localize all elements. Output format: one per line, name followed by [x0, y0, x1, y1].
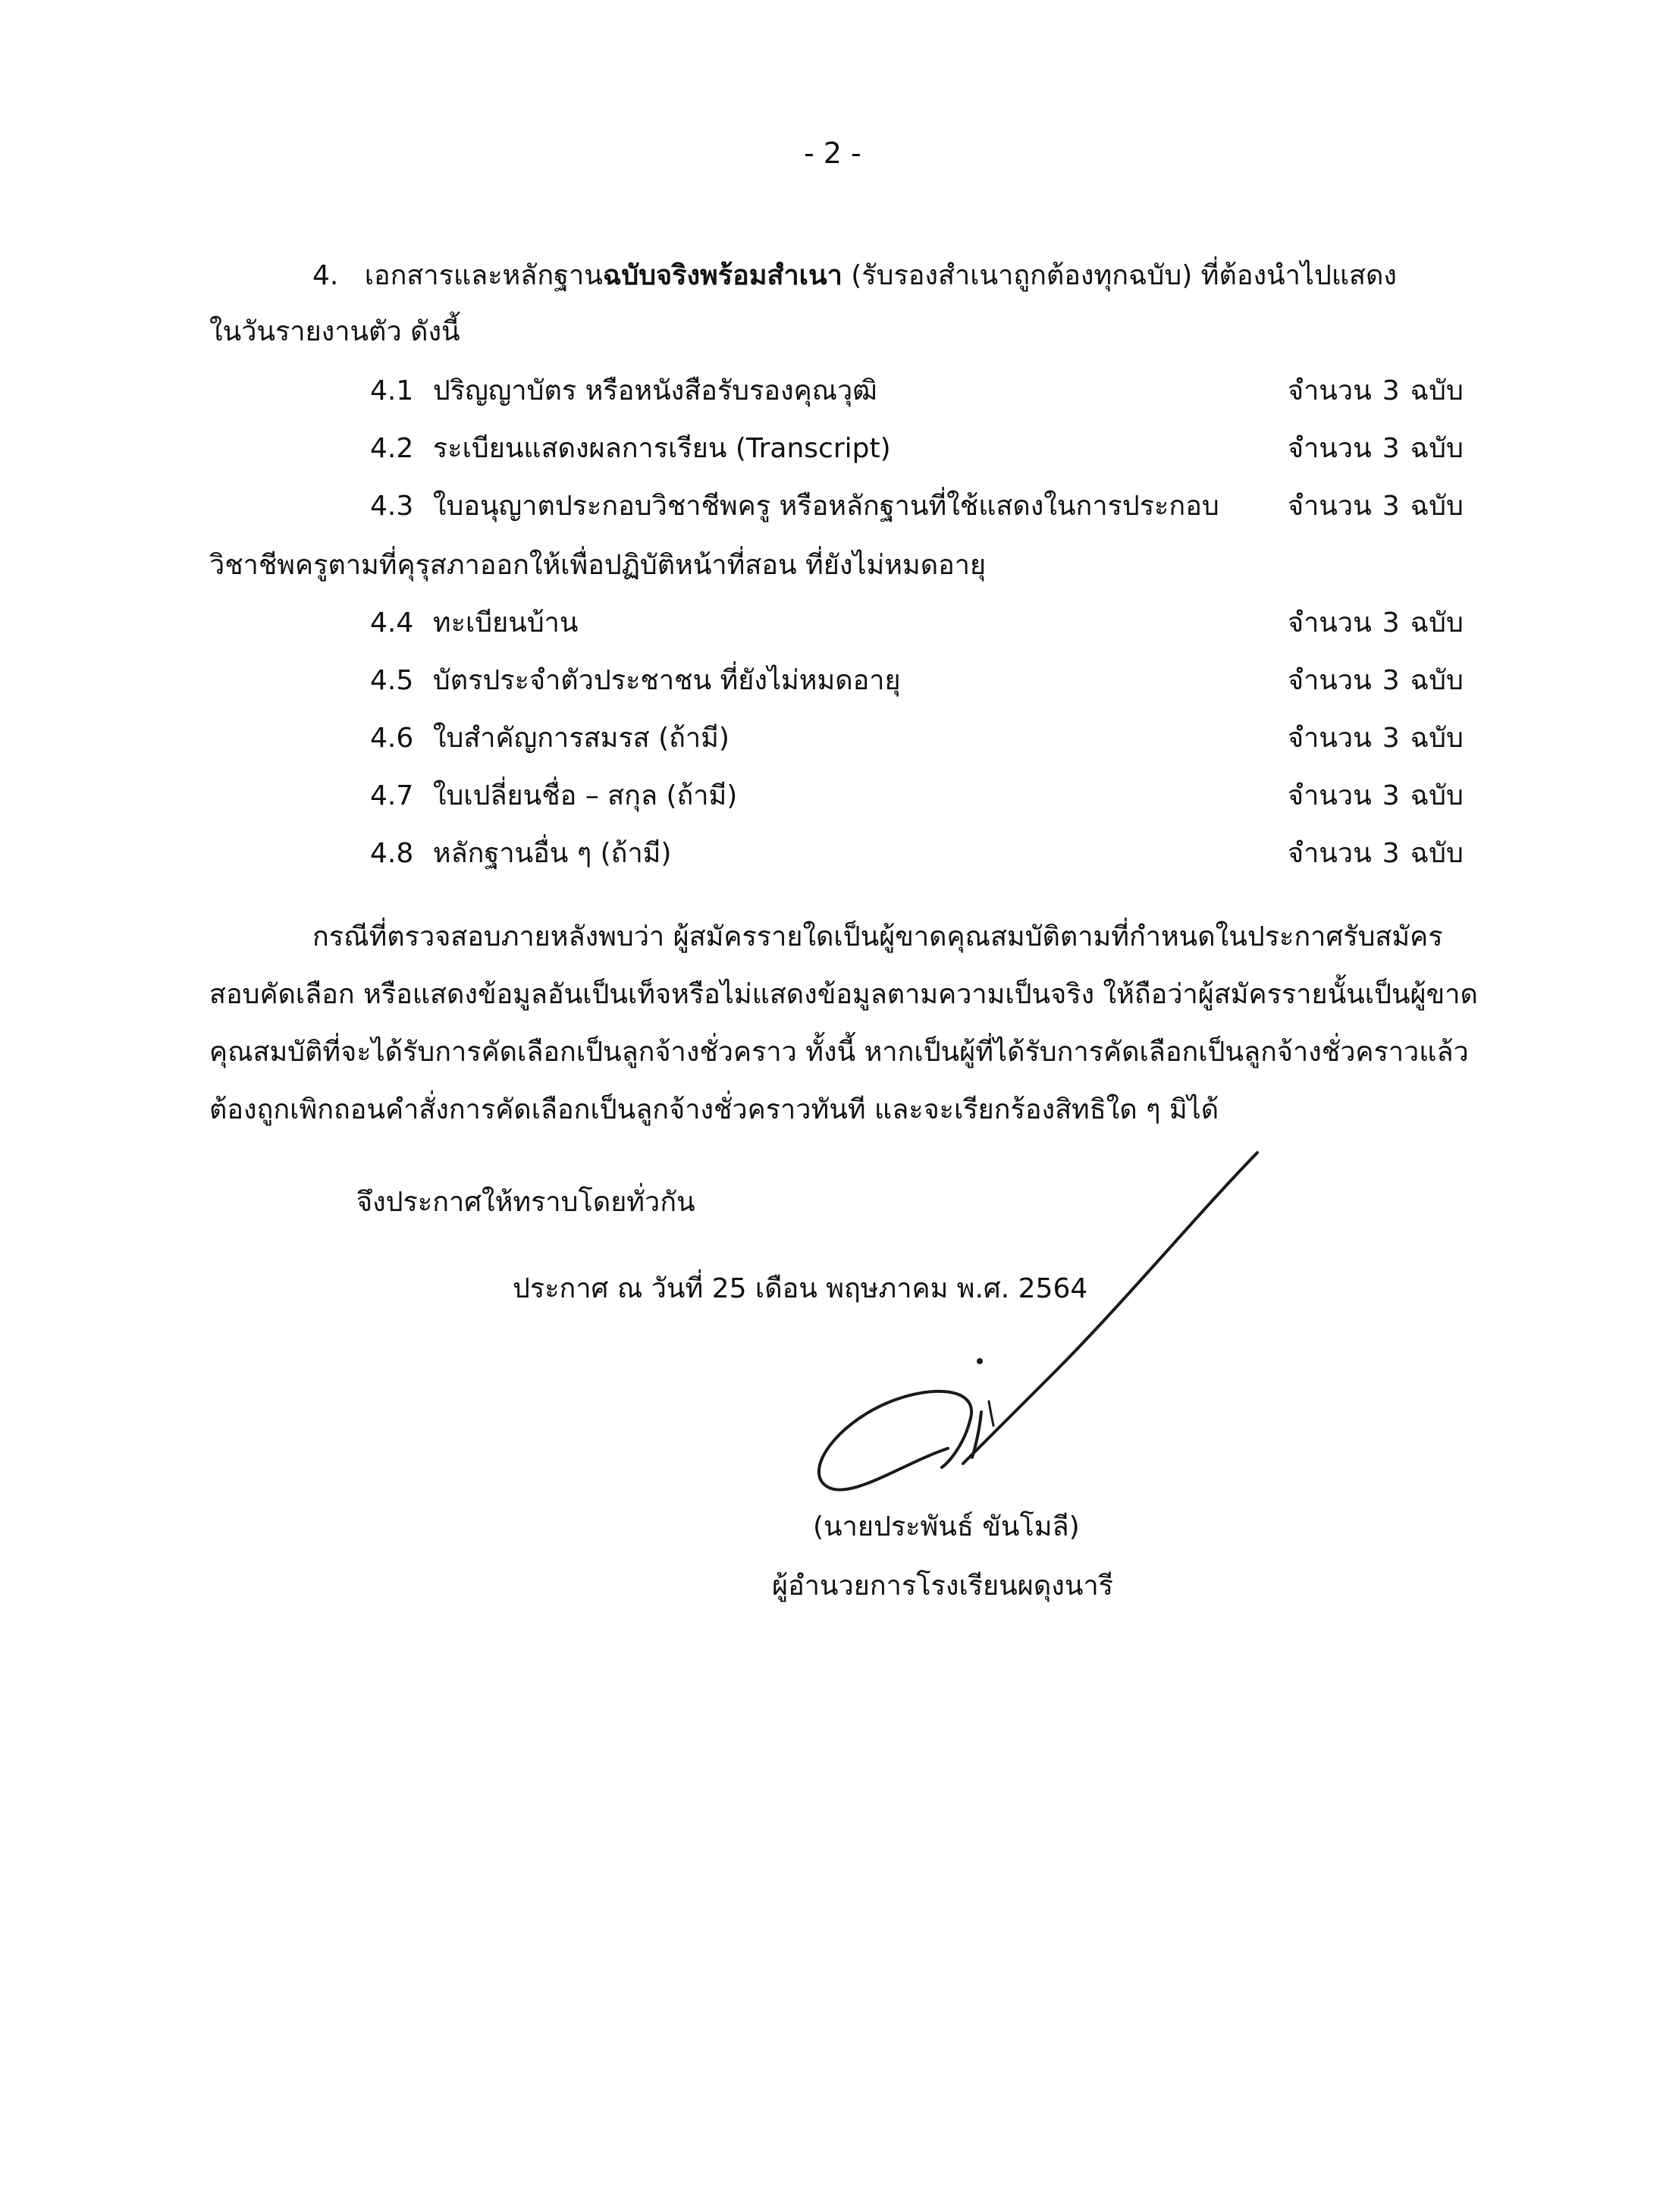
item-quantity: จำนวน 3 ฉบับ	[1288, 838, 1464, 869]
item-text: บัตรประจำตัวประชาชน ที่ยังไม่หมดอายุ	[432, 665, 901, 696]
page-number: - 2 -	[804, 136, 861, 170]
item-number: 4.5	[370, 665, 414, 696]
list-item-4-8	[370, 836, 671, 872]
item-text: หลักฐานอื่น ๆ (ถ้ามี)	[432, 838, 672, 869]
intro-text-a: เอกสารและหลักฐาน	[364, 260, 603, 291]
list-item-4-4	[370, 605, 579, 642]
signature-mark	[804, 1145, 1274, 1524]
list-item-4-2	[370, 431, 891, 467]
section-number: 4.	[312, 260, 339, 291]
disqualification-line-4: ต้องถูกเพิกถอนคำสั่งการคัดเลือกเป็นลูกจ้างชั่วคราวทันที และจะเรียกร้องสิทธิใด ๆ มิได้	[209, 1094, 1219, 1125]
intro-text-bold: ฉบับจริงพร้อมสำเนา	[602, 260, 842, 291]
item-quantity: จำนวน 3 ฉบับ	[1288, 607, 1464, 638]
signer-name: (นายประพันธ์ ขันโมลี)	[813, 1511, 1080, 1542]
item-text: ระเบียนแสดงผลการเรียน (Transcript)	[432, 433, 891, 464]
item-text: ใบสำคัญการสมรส (ถ้ามี)	[432, 723, 730, 754]
item-number: 4.8	[370, 838, 414, 869]
signer-position: ผู้อำนวยการโรงเรียนผดุงนารี	[772, 1570, 1113, 1602]
list-item-4-5	[370, 663, 901, 699]
item-text: ทะเบียนบ้าน	[432, 607, 579, 638]
item-quantity: จำนวน 3 ฉบับ	[1288, 780, 1464, 811]
item-number: 4.2	[370, 433, 414, 464]
item-quantity: จำนวน 3 ฉบับ	[1288, 665, 1464, 696]
disqualification-line-2: สอบคัดเลือก หรือแสดงข้อมูลอันเป็นเท็จหรือไม่แสดงข้อมูลตามความเป็นจริง ให้ถือว่าผู้สมัครรายนั้นเป็นผู้ขาด	[209, 979, 1478, 1010]
intro-text-b: (รับรองสำเนาถูกต้องทุกฉบับ) ที่ต้องนำไปแสดง	[842, 260, 1397, 291]
item-number: 4.1	[370, 375, 414, 406]
announcement-text: จึงประกาศให้ทราบโดยทั่วกัน	[356, 1187, 695, 1218]
item-number: 4.6	[370, 723, 414, 754]
item-quantity: จำนวน 3 ฉบับ	[1288, 375, 1464, 406]
item-text: ใบอนุญาตประกอบวิชาชีพครู หรือหลักฐานที่ใช้แสดงในการประกอบ	[432, 491, 1219, 522]
item-number: 4.7	[370, 780, 414, 811]
section-4-intro-cont: ในวันรายงานตัว ดังนี้	[209, 316, 460, 347]
section-4-intro	[312, 258, 1397, 294]
item-quantity: จำนวน 3 ฉบับ	[1288, 433, 1464, 464]
item-quantity: จำนวน 3 ฉบับ	[1288, 491, 1464, 522]
disqualification-line-3: คุณสมบัติที่จะได้รับการคัดเลือกเป็นลูกจ้างชั่วคราว ทั้งนี้ หากเป็นผู้ที่ได้รับการคัดเลือกเป็นลูกจ้างชั่วคราวแล้ว	[209, 1037, 1469, 1068]
disqualification-line-1: กรณีที่ตรวจสอบภายหลังพบว่า ผู้สมัครรายใดเป็นผู้ขาดคุณสมบัติตามที่กำหนดในประกาศรับสมัคร	[312, 921, 1443, 952]
list-item-4-6	[370, 720, 730, 757]
list-item-4-3	[370, 488, 1219, 525]
item-number: 4.3	[370, 491, 414, 522]
item-number: 4.4	[370, 607, 414, 638]
item-quantity: จำนวน 3 ฉบับ	[1288, 723, 1464, 754]
list-item-4-1	[370, 373, 877, 409]
item-text: ใบเปลี่ยนชื่อ – สกุล (ถ้ามี)	[432, 780, 738, 811]
list-item-4-7	[370, 778, 737, 814]
item-text: ปริญญาบัตร หรือหนังสือรับรองคุณวุฒิ	[432, 375, 877, 406]
list-item-4-3-cont: วิชาชีพครูตามที่คุรุสภาออกให้เพื่อปฏิบัติหน้าที่สอน ที่ยังไม่หมดอายุ	[209, 550, 987, 581]
announcement-date: ประกาศ ณ วันที่ 25 เดือน พฤษภาคม พ.ศ. 2564	[513, 1273, 1088, 1304]
